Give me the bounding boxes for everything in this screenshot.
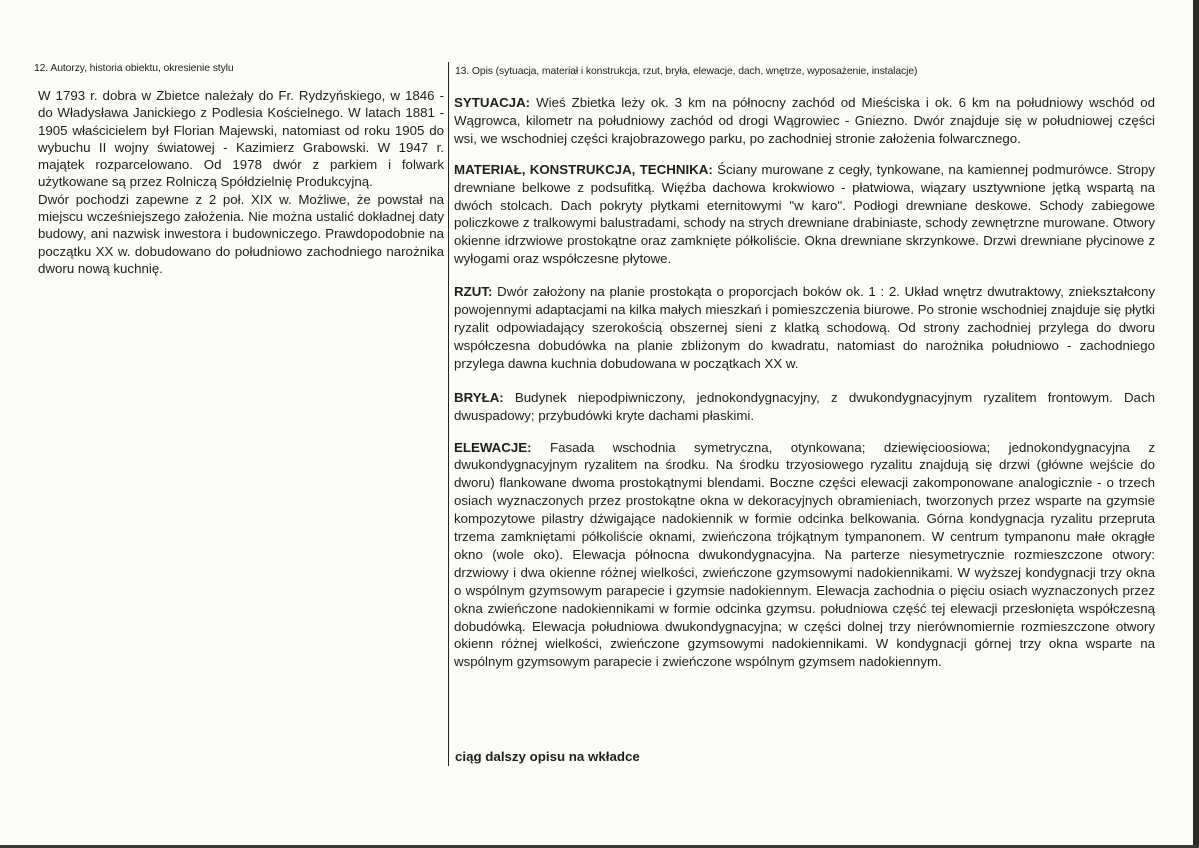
elewacje-text: Fasada wschodnia symetryczna, otynkowana; dziewięcioosiowa; jednokondygnacyjna z dwukondygnacyjnym ryzalitem na środku. Na środku trzyosiowego ryzalitu znajdują się drzwi (główne wejście do dworu) flankowane dwoma prostokątnymi blendami. Boczne części elewacji zakomponowane analogicznie - o trzech osiach wyznaczonych przez prostokątne okna w dekoracyjnych obramieniach, tworzonych przez wsparte na gzymsie kompozytowe pilastry dźwigające nadokiennik w formie odcinka belkowania. Górna kondygnacja ryzalitu przepruta trzema zamkniętami półkoliście oknami, zwieńczona trójkątnym tympanonem. W centrum tympanonu małe okrągłe okno (wole oko). Elewacja północna dwukondygnacyjna. Na parterze niesymetrycznie rozmieszczone otwory: drzwiowy i dwa okienne różnej wielkości, zwieńczone gzymsowymi nadokiennikami. W wyższej kondygnacji trzy okna o wspólnym gzymsowym parapecie i gzymsie nadokiennym. Elewacja zachodnia o pięciu osiach wyznaczonych przez okna zwieńczone nadokiennikami w formie odcinka gzymsu. południowa część tej elewacji przesłonięta współczesną dobudówką. Elewacja południowa dwukondygnacyjna; w części dolnej trzy nierównomiernie rozmieszczone otwory okienn różnej wielkości, zwieńczone gzymsowymi nadokiennikami. W kondygnacji górnej trzy okna wsparte na wspólnym gzymsowym parapecie i zwieńczone wspólnym gzymsem nadokiennym. [454, 439, 1155, 670]
bryla-text: Budynek niepodpiwniczony, jednokondygnacyjny, z dwukondygnacyjnym ryzalitem frontowym. Dach dwuspadowy; przybudówki kryte dachami płaskimi. [454, 389, 1155, 423]
section-12-header: 12. Autorzy, historia obiektu, okresienie stylu [34, 63, 234, 74]
history-column [38, 87, 444, 277]
section-sytuacja [454, 94, 1155, 148]
column-divider [448, 62, 449, 766]
history-paragraph-2: Dwór pochodzi zapewne z 2 poł. XIX w. Możliwe, że powstał na miejscu wcześniejszego założenia. Nie można ustalić dokładnej daty budowy, ani nazwisk inwestora i budowniczego. Prawdopodobnie na początku XX w. dobudowano do południowo zachodniego narożnika dworu nową kuchnię. [38, 191, 444, 276]
sytuacja-text: Wieś Zbietka leży ok. 3 km na północny zachód od Mieściska i ok. 6 km na południowy wschód od Wągrowca, kilometr na południowy zachód od drogi Wągrowiec - Gniezno. Dwór znajduje się w południowej części wsi, we wschodniej części krajobrazowego parku, po zachodniej stronie założenia folwarcznego. [454, 95, 1155, 146]
sytuacja-label: SYTUACJA: [454, 95, 531, 110]
elewacje-label: ELEWACJE: [454, 439, 532, 455]
section-bryla [454, 389, 1155, 425]
rzut-text: Dwór założony na planie prostokąta o proporcjach boków ok. 1 : 2. Układ wnętrz dwutraktowy, zniekształcony powojennymi adaptacjami na kilka małych mieszkań i pomieszczenia biurowe. Po stronie wschodniej znajduje się płytki ryzalit odpowiadający szerokością obszernej sieni z klatką schodową. Od strony zachodniej przylega do dworu współczesna dobudówka na planie zbliżonym do kwadratu, natomiast do narożnika południowo - zachodniego przylega dawna kuchnia dobudowana w początkach XX w. [454, 284, 1155, 371]
material-label: MATERIAŁ, KONSTRUKCJA, TECHNIKA: [454, 161, 713, 177]
section-rzut [454, 283, 1155, 373]
scan-edge-right [1193, 0, 1199, 848]
section-13-header: 13. Opis (sytuacja, materiał i konstrukcja, rzut, bryła, elewacje, dach, wnętrze, wyposażenie, instalacje) [455, 66, 918, 77]
history-paragraph-1: W 1793 r. dobra w Zbietce należały do Fr. Rydzyńskiego, w 1846 - do Władysława Janickiego z Podlesia Kościelnego. W latach 1881 - 1905 właścicielem był Florian Majewski, natomiast od roku 1905 do wybuchu II wojny światowej - Kazimierz Grabowski. W 1947 r. majątek rozparcelowano. Od 1978 dwór z parkiem i folwark użytkowane są przez Rolniczą Spółdzielnię Produkcyjną. [38, 88, 444, 190]
description-column [454, 94, 1155, 671]
bryla-label: BRYŁA: [454, 389, 504, 405]
material-text: Ściany murowane z cegły, tynkowane, na kamiennej podmurówce. Stropy drewniane belkowe z podsufitką. Więźba dachowa krokwiowo - płatwiowa, wiązary usztywnione jętką wspartą na dwóch stolcach. Dach pokryty płytkami eternitowymi "w karo". Podłogi drewniane deskowe. Schody zabiegowe policzkowe z tralkowymi balustradami, schody na strych drewniane drabiniaste, schody zewnętrzne murowane. Otwory okienne idrzwiowe prostokątne oraz zamknięte półkoliście. Okna drewniane skrzynkowe. Drzwi drewniane płycinowe z wyłogami oraz współczesne płytowe. [454, 161, 1155, 267]
continuation-note: ciąg dalszy opisu na wkładce [455, 749, 640, 764]
section-material [454, 161, 1155, 268]
rzut-label: RZUT: [454, 284, 493, 300]
section-elewacje [454, 439, 1155, 672]
